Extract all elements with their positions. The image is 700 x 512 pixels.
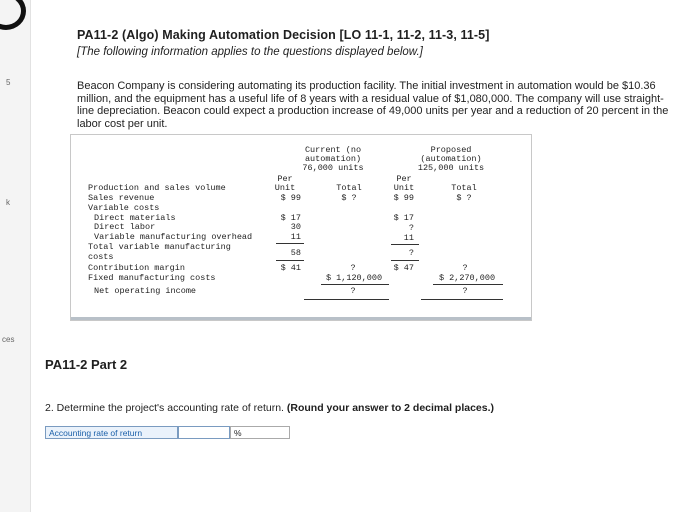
logo-icon bbox=[0, 0, 26, 30]
proposed-cm-unit: $ 47 bbox=[393, 263, 414, 273]
current-header-2: automation) bbox=[304, 154, 362, 164]
sidebar-item-points[interactable]: 5 bbox=[6, 78, 11, 87]
proposed-cm-total: ? bbox=[462, 263, 468, 273]
proposed-sales-total: $ ? bbox=[456, 193, 472, 203]
problem-title: PA11-2 (Algo) Making Automation Decision [LO 11-1, 11-2, 11-3, 11-5] bbox=[77, 28, 490, 42]
proposed-header-2: (automation) bbox=[420, 154, 482, 164]
row-variable-costs: Variable costs bbox=[88, 203, 160, 213]
row-net-operating-income: Net operating income bbox=[94, 286, 197, 296]
current-dl-unit: 30 bbox=[290, 222, 301, 232]
proposed-noi-underline bbox=[421, 299, 503, 300]
proposed-noi-total: ? bbox=[462, 286, 468, 296]
current-total-header: Total bbox=[336, 183, 362, 193]
question-plain: 2. Determine the project's accounting rate of return. bbox=[45, 402, 284, 414]
current-tv-unit: 58 bbox=[290, 248, 301, 258]
question-instruction: (Round your answer to 2 decimal places.) bbox=[286, 402, 495, 414]
current-per-header: Per bbox=[277, 174, 293, 184]
current-tv-underline bbox=[276, 260, 304, 261]
row-direct-materials: Direct materials bbox=[94, 213, 176, 223]
current-noi-total: ? bbox=[350, 286, 356, 296]
current-cm-unit: $ 41 bbox=[280, 263, 301, 273]
row-contribution-margin: Contribution margin bbox=[88, 263, 185, 273]
row-variable-overhead: Variable manufacturing overhead bbox=[94, 232, 253, 242]
row-total-variable-1: Total variable manufacturing bbox=[88, 242, 231, 252]
accounting-rate-input[interactable] bbox=[178, 426, 230, 439]
current-fixed-total: $ 1,120,000 bbox=[325, 273, 383, 283]
table-bottom-bar bbox=[71, 317, 531, 320]
proposed-dm-unit: $ 17 bbox=[393, 213, 414, 223]
part-title: PA11-2 Part 2 bbox=[45, 357, 128, 372]
proposed-unit-header: Unit bbox=[393, 183, 415, 193]
percent-unit: % bbox=[230, 426, 290, 439]
proposed-total-header: Total bbox=[451, 183, 477, 193]
proposed-dl-unit: ? bbox=[408, 223, 414, 233]
proposed-sales-unit: $ 99 bbox=[393, 193, 414, 203]
sidebar-item-references[interactable]: ces bbox=[2, 335, 15, 344]
row-direct-labor: Direct labor bbox=[94, 222, 156, 232]
row-sales-revenue: Sales revenue bbox=[88, 193, 155, 203]
current-sales-unit: $ 99 bbox=[280, 193, 301, 203]
cost-table bbox=[70, 134, 532, 321]
proposed-fixed-underline bbox=[433, 284, 503, 285]
current-dm-unit: $ 17 bbox=[280, 213, 301, 223]
proposed-fixed-total: $ 2,270,000 bbox=[438, 273, 496, 283]
proposed-header-1: Proposed bbox=[430, 145, 472, 155]
proposed-tv-unit: ? bbox=[408, 248, 414, 258]
row-total-variable-2: costs bbox=[88, 252, 114, 262]
left-sidebar bbox=[0, 0, 31, 512]
answer-label: Accounting rate of return bbox=[45, 426, 178, 439]
question-text bbox=[45, 402, 494, 414]
current-header-1: Current (no bbox=[304, 145, 362, 155]
current-unit-header: Unit bbox=[274, 183, 296, 193]
current-voh-underline bbox=[276, 243, 304, 244]
current-header-3: 76,000 units bbox=[302, 163, 364, 173]
current-noi-underline bbox=[304, 299, 389, 300]
sidebar-item-check[interactable]: k bbox=[6, 198, 10, 207]
current-sales-total: $ ? bbox=[341, 193, 357, 203]
proposed-voh-underline bbox=[391, 244, 419, 245]
problem-description: Beacon Company is considering automating its production facility. The initial investment in automation would be $10.36 million, and the equipment has a useful life of 8 years with a residual value of $1,080,000. The company will use straight-line depreciation. Beacon could expect a production increase of 49,000 units per year and a reduction of 20 percent in the labor cost per unit. bbox=[77, 80, 669, 130]
current-voh-unit: 11 bbox=[290, 232, 301, 242]
row-fixed-costs: Fixed manufacturing costs bbox=[88, 273, 216, 283]
current-cm-total: ? bbox=[350, 263, 356, 273]
proposed-voh-unit: 11 bbox=[403, 233, 414, 243]
proposed-per-header: Per bbox=[396, 174, 412, 184]
problem-subtitle: [The following information applies to the questions displayed below.] bbox=[77, 46, 423, 58]
proposed-header-3: 125,000 units bbox=[417, 163, 485, 173]
row-production-volume: Production and sales volume bbox=[88, 183, 226, 193]
proposed-tv-underline bbox=[391, 260, 419, 261]
current-fixed-underline bbox=[321, 284, 389, 285]
